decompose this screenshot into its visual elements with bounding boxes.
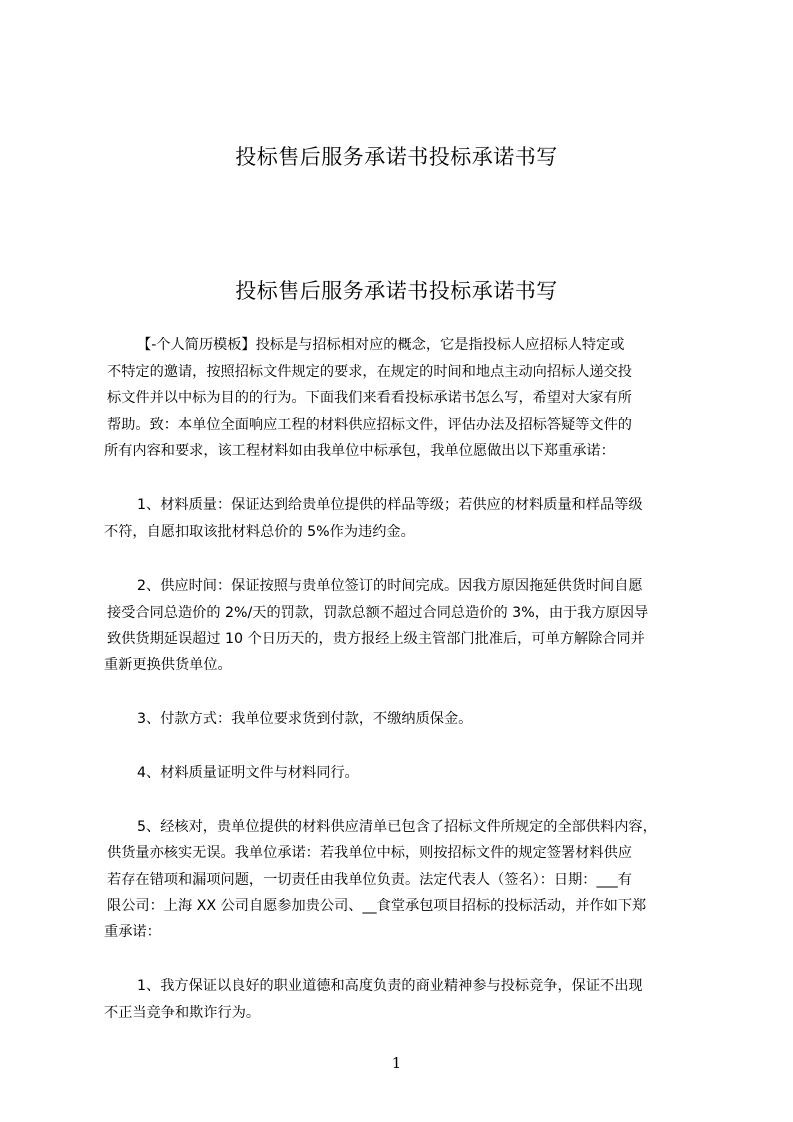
paragraph-line: 重承诺： (104, 924, 161, 940)
paragraph-line: 所有内容和要求，该工程材料如由我单位中标承包，我单位愿做出以下郑重承诺： (104, 443, 615, 459)
paragraph-line: 若存在错项和漏项问题，一切责任由我单位负责。法定代表人（签名）：日期：___有 (107, 872, 632, 888)
paragraph-line: 不特定的邀请，按照招标文件规定的要求，在规定的时间和地点主动向招标人递交投 (107, 364, 632, 380)
paragraph-line: 1、材料质量：保证达到给贵单位提供的样品等级；若供应的材料质量和样品等级 (137, 497, 643, 513)
paragraph-line: 限公司：上海 XX 公司自愿参加贵公司、__食堂承包项目招标的投标活动，并作如下郑 (107, 898, 647, 914)
paragraph-line: 接受合同总造价的 2%/天的罚款，罚款总额不超过合同总造价的 3%，由于我方原因导 (107, 605, 649, 621)
paragraph-line: 标文件并以中标为目的的行为。下面我们来看看投标承诺书怎么写，希望对大家有所 (107, 390, 632, 406)
paragraph-line: 2、供应时间：保证按照与贵单位签订的时间完成。因我方原因拖延供货时间自愿 (137, 578, 643, 594)
paragraph-line: 供货量亦核实无误。我单位承诺：若我单位中标，则按招标文件的规定签署材料供应 (107, 845, 632, 861)
paragraph-line: 5、经核对，贵单位提供的材料供应清单已包含了招标文件所规定的全部供料内容， (137, 819, 657, 835)
document-header-title: 投标售后服务承诺书投标承诺书写 (235, 145, 558, 169)
paragraph-line: 不符，自愿扣取该批材料总价的 5%作为违约金。 (104, 524, 415, 540)
paragraph-line: 1、我方保证以良好的职业道德和高度负责的商业精神参与投标竞争，保证不出现 (137, 978, 643, 994)
paragraph-line: 致供货期延误超过 10 个日历天的，贵方报经上级主管部门批准后，可单方解除合同并 (107, 631, 645, 647)
paragraph-line: 帮助。致：本单位全面响应工程的材料供应招标文件，评估办法及招标答疑等文件的 (107, 417, 632, 433)
document-title: 投标售后服务承诺书投标承诺书写 (235, 279, 558, 303)
paragraph-line: 重新更换供货单位。 (104, 657, 232, 673)
paragraph-line: 【-个人简历模板】投标是与招标相对应的概念，它是指投标人应招标人特定或 (137, 337, 625, 353)
paragraph-line: 不正当竞争和欺诈行为。 (104, 1005, 261, 1021)
paragraph-line: 3、付款方式：我单位要求货到付款，不缴纳质保金。 (137, 711, 473, 727)
paragraph-line: 4、材料质量证明文件与材料同行。 (137, 765, 359, 781)
page-number: 1 (391, 1054, 402, 1072)
